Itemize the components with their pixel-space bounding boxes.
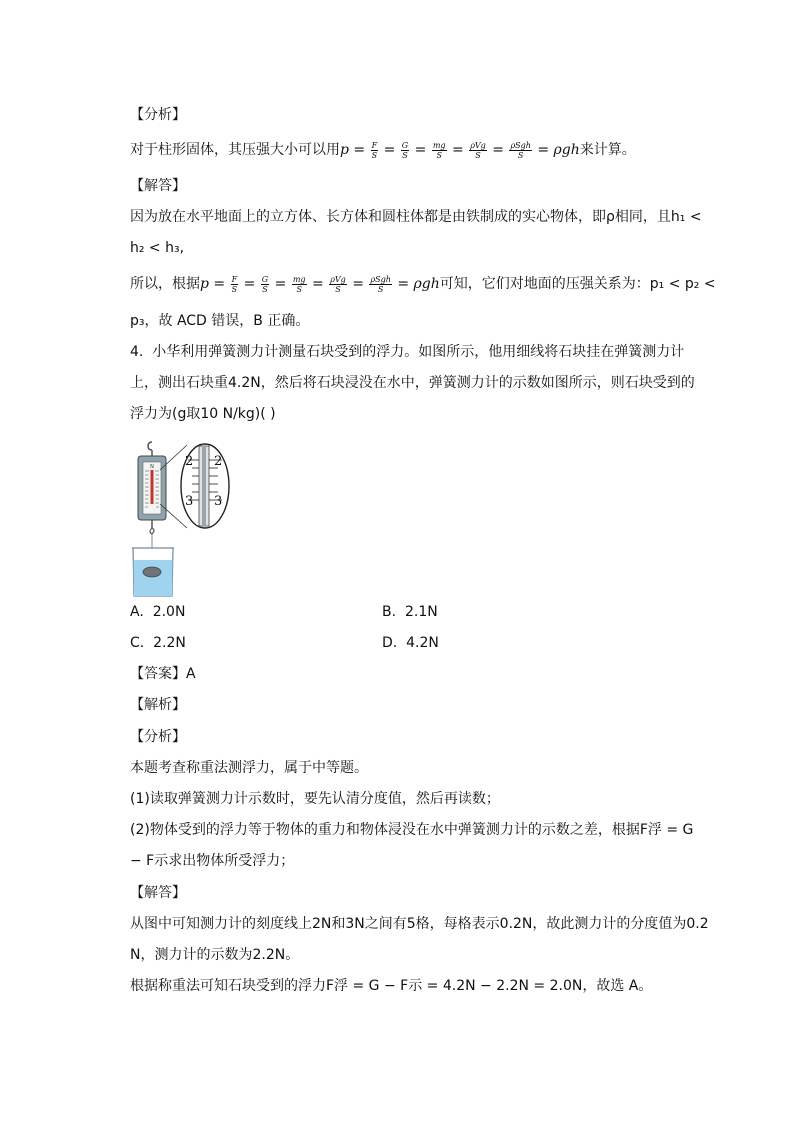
analysis-heading-1: 【分析】 xyxy=(130,107,186,123)
solution-heading-1: 【解答】 xyxy=(130,178,186,194)
option-c[interactable]: C. 2.2N xyxy=(130,635,186,651)
option-a[interactable]: A. 2.0N xyxy=(130,604,186,620)
solution2-line-1: 从图中可知测力计的刻度线上2N和3N之间有5格，每格表示0.2N，故此测力计的分度值为0.2 xyxy=(130,916,709,932)
zoom-label-left-bottom: 3 xyxy=(185,494,194,509)
question-4-line-1: 4. 小华利用弹簧测力计测量石块受到的浮力。如图所示，他用细线将石块挂在弹簧测力计 xyxy=(130,344,685,360)
question-4-line-2: 上，测出石块重4.2N，然后将石块浸没在水中，弹簧测力计的示数如图所示，则石块受到的 xyxy=(130,375,695,391)
solution-line-1: 因为放在水平地面上的立方体、长方体和圆柱体都是由铁制成的实心物体，即ρ相同，且h₁ < xyxy=(130,209,702,225)
solution2-line-2: N，测力计的示数为2.2N。 xyxy=(130,947,300,963)
zoom-label-right-top: 2 xyxy=(214,454,223,469)
analysis2-line-1: 本题考查称重法测浮力，属于中等题。 xyxy=(130,760,368,776)
spring-scale-figure xyxy=(130,440,240,598)
solution-heading-2: 【解答】 xyxy=(130,885,186,901)
spring-scale-illustration xyxy=(130,440,240,598)
analysis-heading-2: 【分析】 xyxy=(130,729,186,745)
question-4-line-3: 浮力为(g取10 N/kg)( ) xyxy=(130,406,276,422)
scale-unit-label: N xyxy=(150,464,154,470)
answer-line: 【答案】A xyxy=(130,666,196,682)
analysis-text-1: 对于柱形固体，其压强大小可以用p = $\frac{F}{S}$ = $\frac{G}{S}$ = $\frac{mg}{S}$ = $\frac{\text{ρVg}}{S}$ = $\frac{\text{ρSgh}}{S}$ = ρgh来计算。 xyxy=(130,140,636,160)
analysis2-line-3: (2)物体受到的浮力等于物体的重力和物体浸没在水中弹簧测力计的示数之差，根据F浮 = G xyxy=(130,822,694,838)
analysis-head: 【解析】 xyxy=(130,697,186,713)
zoom-label-left-top: 2 xyxy=(185,454,194,469)
option-b[interactable]: B. 2.1N xyxy=(382,604,438,620)
analysis2-line-2: (1)读取弹簧测力计示数时，要先认清分度值，然后再读数； xyxy=(130,791,500,807)
stone-shape xyxy=(143,567,161,577)
option-d[interactable]: D. 4.2N xyxy=(382,635,439,651)
zoom-label-right-bottom: 3 xyxy=(214,494,223,509)
solution2-line-3: 根据称重法可知石块受到的浮力F浮 = G − F示 = 4.2N − 2.2N = 2.0N，故选 A。 xyxy=(130,978,653,994)
solution-line-4: p₃，故 ACD 错误，B 正确。 xyxy=(130,313,310,329)
solution-line-3: 所以，根据p = $\frac{F}{S}$ = $\frac{G}{S}$ = $\frac{mg}{S}$ = $\frac{\text{ρVg}}{S}$ = $\frac{\text{ρSgh}}{S}$ = ρgh可知，它们对地面的压强关系为：p₁ < p₂ < xyxy=(130,274,716,294)
analysis2-line-4: − F示求出物体所受浮力； xyxy=(130,853,295,869)
solution-line-2: h₂ < h₃, xyxy=(130,240,185,256)
